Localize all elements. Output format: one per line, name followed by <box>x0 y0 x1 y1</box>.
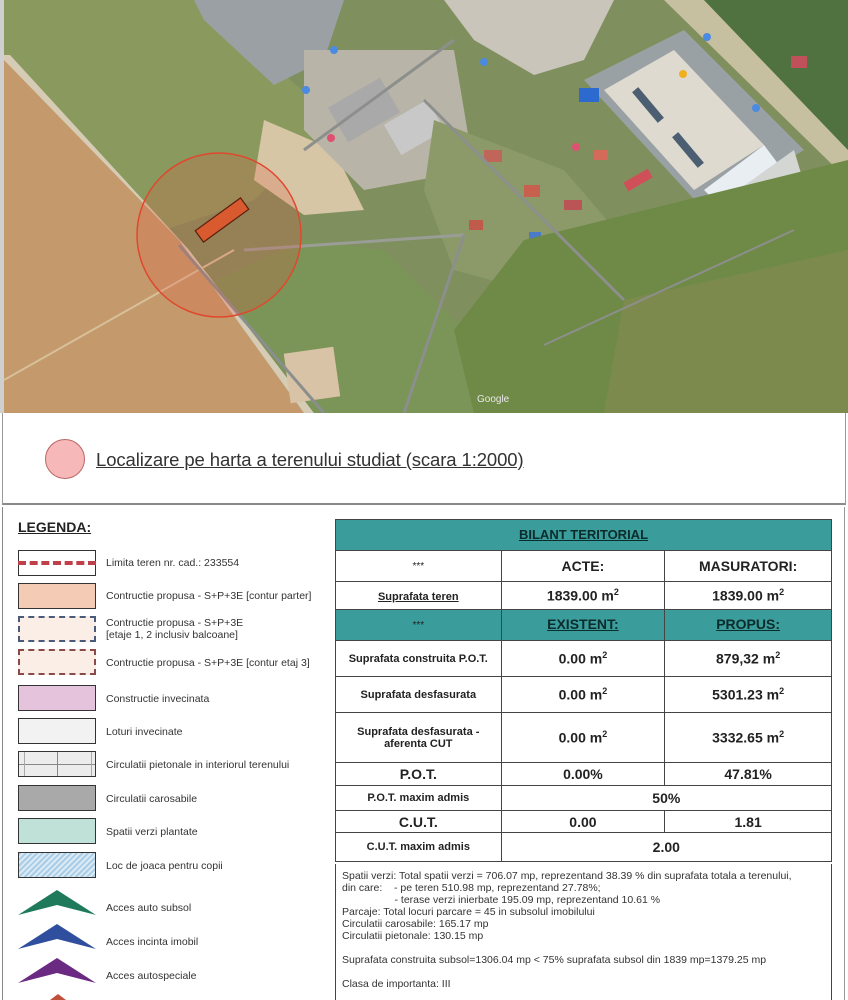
blue-dashed-box-icon <box>18 616 96 642</box>
legend-item-acces-auto-subsol: Acces auto subsol <box>18 890 328 920</box>
table-row: Suprafata desfasurata - aferenta CUT 0.00 $m^2$ 3332.65 $m^2$ <box>336 713 832 763</box>
mint-green-box-icon <box>18 818 96 844</box>
legend-item-loturi-invecinate: Loturi invecinate <box>18 718 328 748</box>
caption-text: Localizare pe harta a terenului studiat (scara 1:2000) <box>96 449 524 470</box>
legend <box>2 507 328 1000</box>
table-notes: Spatii verzi: Total spatii verzi = 706.07 mp, reprezentand 38.39 % din suprafata totala a terenului, din care: - pe teren 510.98 mp, reprezentand 27.78%; - terase verzi inierbate 195.09 mp, reprezentand 10.61 % Parcaje: Total locuri parcare = 45 in subsolul imobilului Circulatii carosabile: 165.17 mp Circulatii pietonale: 130.15 mp Suprafata construita subsol=1306.04 mp < 75% suprafata subsol din 1839 mp=1379.25 mp Clasa de importanta: III <box>335 864 832 1000</box>
site-circle-icon <box>45 439 85 479</box>
red-dashed-boundary-icon <box>18 550 96 576</box>
table-row-pot-max: P.O.T. maxim admis 50% <box>336 786 832 811</box>
blue-chevron-icon <box>18 924 98 950</box>
green-chevron-icon <box>18 890 98 916</box>
legend-item-constructie-invecinata: Constructie invecinata <box>18 685 328 715</box>
purple-chevron-icon <box>18 958 98 984</box>
legend-item-circulatii-pietonale: Circulatii pietonale in interiorul terenului <box>18 751 328 781</box>
dark-gray-box-icon <box>18 785 96 811</box>
peach-box-icon <box>18 583 96 609</box>
brown-dashed-box-icon <box>18 649 96 675</box>
table-row-cut: C.U.T. 0.00 1.81 <box>336 811 832 833</box>
legend-item-acces-autospeciale: Acces autospeciale <box>18 958 328 988</box>
legend-item-spatii-verzi: Spatii verzi plantate <box>18 818 328 848</box>
map-caption <box>2 413 846 505</box>
site-radius-circle <box>137 153 301 317</box>
legend-item-etaj-3: Contructie propusa - S+P+3E [contur etaj 3] <box>18 649 328 679</box>
bilant-teritorial-table: BILANT TERITORIAL *** ACTE: MASURATORI: Suprafata teren 1839.00 $m^2$ 1839.00 $m^2$ *** EXISTENT: PROPUS: Suprafata construita P.O.T. 0.00 $m^2$ 879,32 $m^2$ Suprafata desfasurata 0.00 $m^2$ 5301.23 $m^2$ Suprafata desfasurata - aferenta CUT 0.00 $m^2$ 3332.65 $m^2$ P.O.T. 0.00% 47.81% P.O.T. maxim admis 50% C.U.T. 0.00 1.81 C.U.T. maxim admis 2.00 <box>335 519 832 862</box>
table-row: Suprafata construita P.O.T. 0.00 $m^2$ 879,32 $m^2$ <box>336 641 832 677</box>
legend-item-limita-teren: Limita teren nr. cad.: 233554 <box>18 550 328 580</box>
legend-item-etaje-1-2: Contructie propusa - S+P+3E [etaje 1, 2 inclusiv balcoane] <box>18 616 328 646</box>
map-watermark: Google <box>477 394 510 405</box>
satellite-map[interactable] <box>0 0 848 413</box>
table-row-cut-max: C.U.T. maxim admis 2.00 <box>336 833 832 862</box>
table-row-suprafata-teren: Suprafata teren 1839.00 $m^2$ 1839.00 $m^2$ <box>336 582 832 610</box>
hatched-blue-box-icon <box>18 852 96 878</box>
pink-box-icon <box>18 685 96 711</box>
legend-title: LEGENDA: <box>18 519 92 535</box>
table-row-pot: P.O.T. 0.00% 47.81% <box>336 763 832 786</box>
table-row: Suprafata desfasurata 0.00 $m^2$ 5301.23 $m^2$ <box>336 677 832 713</box>
legend-item-acces-incinta: Acces incinta imobil <box>18 924 328 954</box>
light-gray-box-icon <box>18 718 96 744</box>
gray-grid-box-icon <box>18 751 96 777</box>
partial-chevron-icon <box>48 994 68 1000</box>
table-title: BILANT TERITORIAL <box>336 520 832 551</box>
map-imagery <box>4 0 848 413</box>
legend-item-contur-parter: Contructie propusa - S+P+3E [contur parter] <box>18 583 328 613</box>
page-border <box>844 507 845 1000</box>
legend-item-circulatii-carosabile: Circulatii carosabile <box>18 785 328 815</box>
legend-item-loc-de-joaca: Loc de joaca pentru copii <box>18 852 328 882</box>
